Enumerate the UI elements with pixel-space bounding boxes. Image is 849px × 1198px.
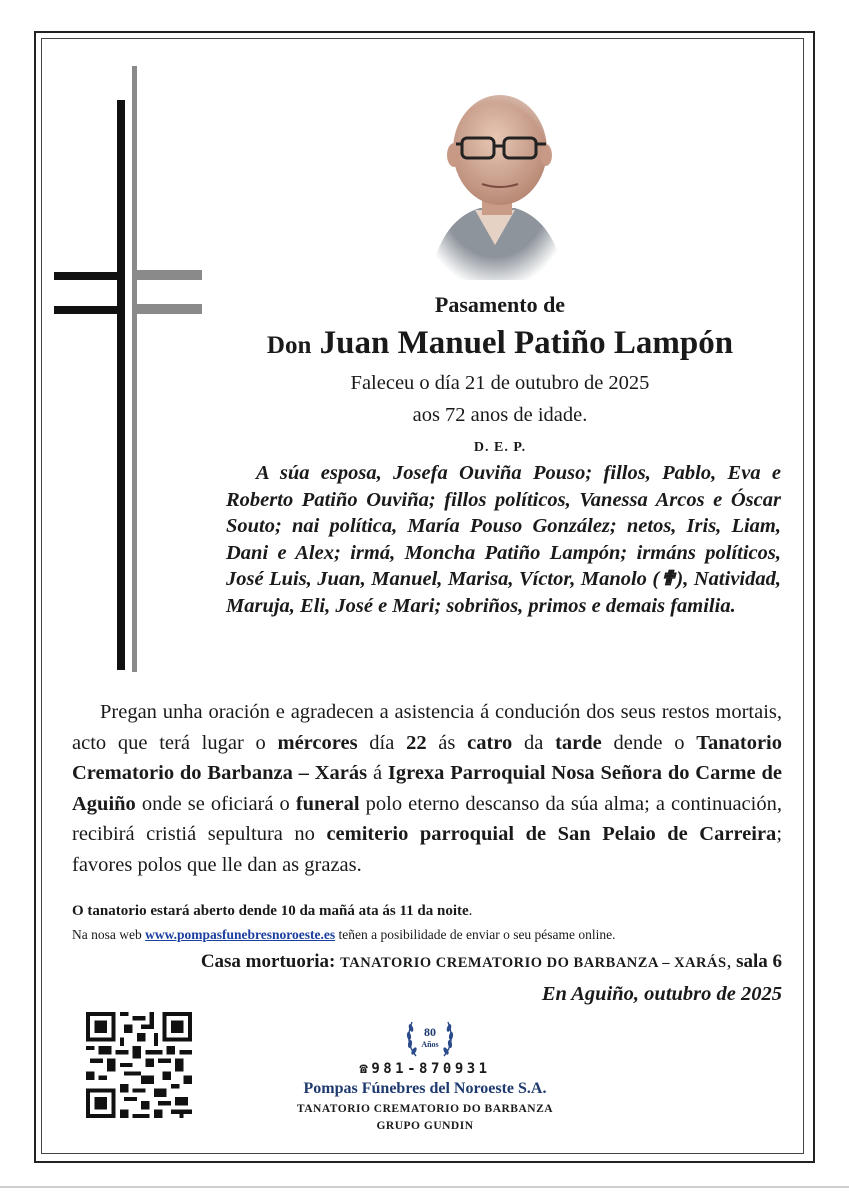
logo-number: 80 [424,1025,436,1039]
dep-label: D. E. P. [473,440,527,455]
death-date: Faleceu o día 21 de outubro de 2025 [350,372,650,394]
phone-icon: ☎ [359,1061,372,1077]
honorific: Don [266,332,312,359]
website-link[interactable]: www.pompasfunebresnoroeste.es [145,927,336,942]
phone-number[interactable]: ☎981-870931 [359,1061,491,1077]
casa-mortuoria: Casa mortuoria: TANATORIO CREMATORIO DO BARBANZA – XARÁS, sala 6 [200,951,782,972]
tanatorio-name: TANATORIO CREMATORIO DO BARBANZA [296,1103,554,1115]
ceremony-text: Pregan unha oración e agradecen a asistencia á condución dos seus restos mortais, acto que terá lugar o mércores día 22 ás catro da tarde dende o Tanatorio Crematorio do Barbanza – Xarás á Igrexa Parroquial Nosa Señora do Carme de Aguiño onde se oficiará o funeral polo eterno descanso da súa alma; a continuación, recibirá cristiá sepultura no cemiterio parroquial de San Pelaio de Carreira; favores polos que lle dan as grazas. [72,701,783,876]
family-text: A súa esposa, Josefa Ouviña Pouso; fillos, Pablo, Eva e Roberto Patiño Ouviña; fillos políticos, Vanessa Arcos e Óscar Souto; nai política, María Pouso González; netos, Iris, Liam, Dani e Alex; irmá, Moncha Patiño Lampón; irmáns políticos, José Luis, Juan, Manuel, Marisa, Víctor, Manolo (✟), Natividad, Maruja, Eli, José e Mari; sobriños, primos e demais familia. [226,462,781,617]
company-name: Pompas Fúnebres del Noroeste S.A. [303,1080,547,1097]
tanatorio-hours: O tanatorio estará aberto dende 10 da mañá ata ás 11 da noite. [72,903,473,919]
age-text: aos 72 anos de idade. [412,404,588,426]
family-list [226,460,781,620]
page-bottom-divider [0,1186,849,1188]
cross-icon [50,62,210,677]
pasamento-label: Pasamento de [434,292,566,317]
deceased-name [220,325,780,362]
place-date: En Aguiño, outubro de 2025 [541,983,782,1005]
logo-text: Años [421,1040,439,1049]
portrait-photo [420,80,570,280]
anniversary-logo [402,1014,458,1065]
qr-code-icon[interactable] [86,1012,192,1118]
group-name: GRUPO GUNDIN [376,1120,474,1132]
name-text: Juan Manuel Patiño Lampón [319,325,734,361]
web-note: Na nosa web www.pompasfunebresnoroeste.es teñen a posibilidade de enviar o seu pésame online. [72,927,616,942]
